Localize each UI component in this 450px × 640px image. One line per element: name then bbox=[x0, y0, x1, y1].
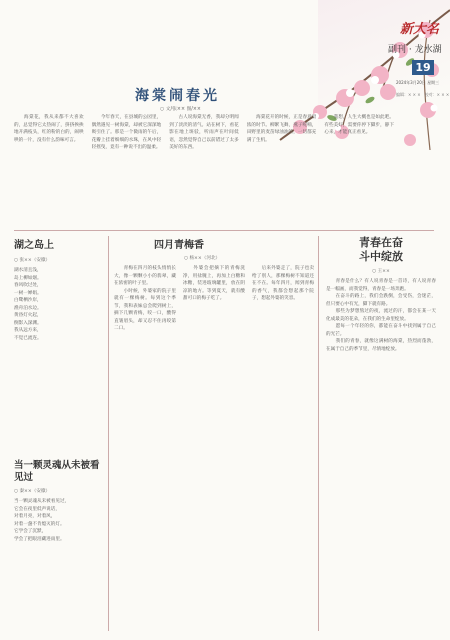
lead-paragraph: 海棠花，我从来都不大喜欢的，总觉得它太热闹了，挤挤挨挨地开满枝头，红的粉的白的，闹哄哄的一片，没有什么韵味可言。 bbox=[14, 115, 84, 143]
poem-line: 一树一婵娟。 bbox=[14, 290, 42, 296]
qing2-paragraph: 愿每一个年轻的你，都能在奋斗中找到属于自己的光芒。 bbox=[326, 324, 436, 337]
column-qing2 bbox=[326, 236, 436, 631]
column-title: 湖之岛上 bbox=[14, 240, 54, 251]
qing-paragraph: 后来外婆走了，院子也卖给了别人，那棵梅树不知道还在不在。每年四月，闻到青梅的香气，我都会想起那个院子，想起外婆的笑容。 bbox=[252, 266, 314, 301]
masthead-editors: 编辑：× × × 校对：× × × bbox=[396, 92, 450, 97]
column-title: 四月青梅香 bbox=[154, 240, 204, 251]
poem-line: 湖水清且浅， bbox=[14, 268, 42, 273]
poem-line: 它学会了沉默， bbox=[14, 529, 47, 534]
lead-paragraph: 我想，人生大概也是如此吧。有些美好，需要你停下脚步，静下心来，才能真正看见。 bbox=[324, 115, 394, 135]
column-byline: ○ 杨××（河北） bbox=[184, 256, 221, 261]
column-byline: ○ 秦××（安徽） bbox=[14, 489, 51, 494]
qing2-paragraph: 青春是什么？有人说青春是一首诗，有人说青春是一幅画，而我觉得，青春是一场奔跑。 bbox=[326, 279, 436, 292]
qing2-paragraph: 那些为梦想熬过的夜，流过的汗，都会在某一天化成最美的花朵，在我们的生命里绽放。 bbox=[326, 309, 436, 322]
column-title: 青春在奋斗中绽放 bbox=[359, 236, 403, 263]
poem-line: 对着月亮，对着风， bbox=[14, 514, 56, 519]
section-divider bbox=[14, 230, 434, 231]
lead-body bbox=[14, 114, 394, 224]
column-dang bbox=[14, 460, 104, 630]
page-number-badge bbox=[412, 60, 434, 75]
poem-line: 春风吹过处， bbox=[14, 283, 42, 288]
poem-line: 当一颗灵魂从未被看见过， bbox=[14, 499, 70, 504]
column-divider bbox=[318, 236, 319, 631]
column-divider bbox=[108, 236, 109, 631]
column-byline: ○ 张××（安徽） bbox=[14, 258, 51, 263]
column-byline: ○ 王×× bbox=[372, 269, 390, 274]
lead-paragraph: 海棠花开的时候，正是春意最浓的时节。柳絮飞舞，燕子呢喃，田野里的麦苗绿油油的，一切都充满了生机。 bbox=[246, 115, 317, 143]
poem-line: 我从远方来， bbox=[14, 328, 42, 333]
lead-title: 海棠闹春光 bbox=[135, 88, 220, 104]
poem-line: 黄昏灯火起， bbox=[14, 313, 42, 318]
column-title: 当一颗灵魂从未被看见过 bbox=[14, 460, 100, 483]
column-qing bbox=[114, 236, 314, 631]
poem-line: 学会了把眼泪藏进雨里。 bbox=[14, 536, 65, 542]
lead-byline: ○ 文/张×× 图/×× bbox=[160, 107, 201, 112]
poem-line: 岛上柳如烟。 bbox=[14, 275, 42, 281]
masthead-supplement: 副刊 · 龙水湖 bbox=[388, 45, 442, 55]
qing-paragraph: 青梅在四月的枝头悄悄长大，像一颗颗小小的翡翠，藏在浓密的叶子里。 bbox=[114, 266, 176, 286]
masthead-date: 2024年3月20日 星期三 bbox=[396, 80, 440, 85]
poem-line: 对着一盏不肯熄灭的灯。 bbox=[14, 521, 65, 527]
poem-line: 不觉已流连。 bbox=[14, 335, 42, 341]
poem-line: 白鹭栖沙岸， bbox=[14, 298, 42, 303]
qing-paragraph: 外婆会把摘下的青梅洗净，用盐腌上，再加上白糖和冰糖，装进玻璃罐里，放在阴凉的地方。等到夏天，就有酸甜可口的梅子吃了。 bbox=[183, 266, 245, 301]
column-hu bbox=[14, 236, 104, 456]
qing2-paragraph: 在奋斗的路上，我们会跌倒，会受伤，会迷茫，但只要心中有光，脚下就有路。 bbox=[326, 294, 436, 307]
qing-paragraph: 小时候，外婆家的院子里就有一棵梅树。每到这个季节，我和表妹总会爬到树上，摘下几颗青梅，咬一口，酸得直皱眉头，却又忍不住再咬第二口。 bbox=[114, 288, 176, 331]
poem-line: 渔舟泊水边。 bbox=[14, 305, 42, 311]
page-number: 19 bbox=[415, 61, 431, 74]
masthead-brand: 新大名 bbox=[400, 22, 440, 37]
side-paragraph: 我们的青春，就像这满树的海棠，热烈而蓬勃，在属于自己的季节里，尽情地绽放。 bbox=[326, 339, 436, 352]
lead-paragraph: 今年春天，在县城的公园里，偶然遇见一树海棠，却被它深深地吸引住了。那是一个微雨的午后，花瓣上挂着细细的水珠，在风中轻轻摇曳，竟有一种说不出的温柔。 bbox=[91, 115, 162, 150]
poem-line: 倒影入深渊。 bbox=[14, 320, 42, 326]
poem-line: 它会在夜里低声说话， bbox=[14, 506, 60, 512]
lead-paragraph: 古人说海棠无香，我却分明闻到了淡淡的清气。站在树下，看花影在地上斑驳，听雨声在叶间低语，忽然觉得自己以前错过了太多美好的东西。 bbox=[169, 115, 239, 150]
